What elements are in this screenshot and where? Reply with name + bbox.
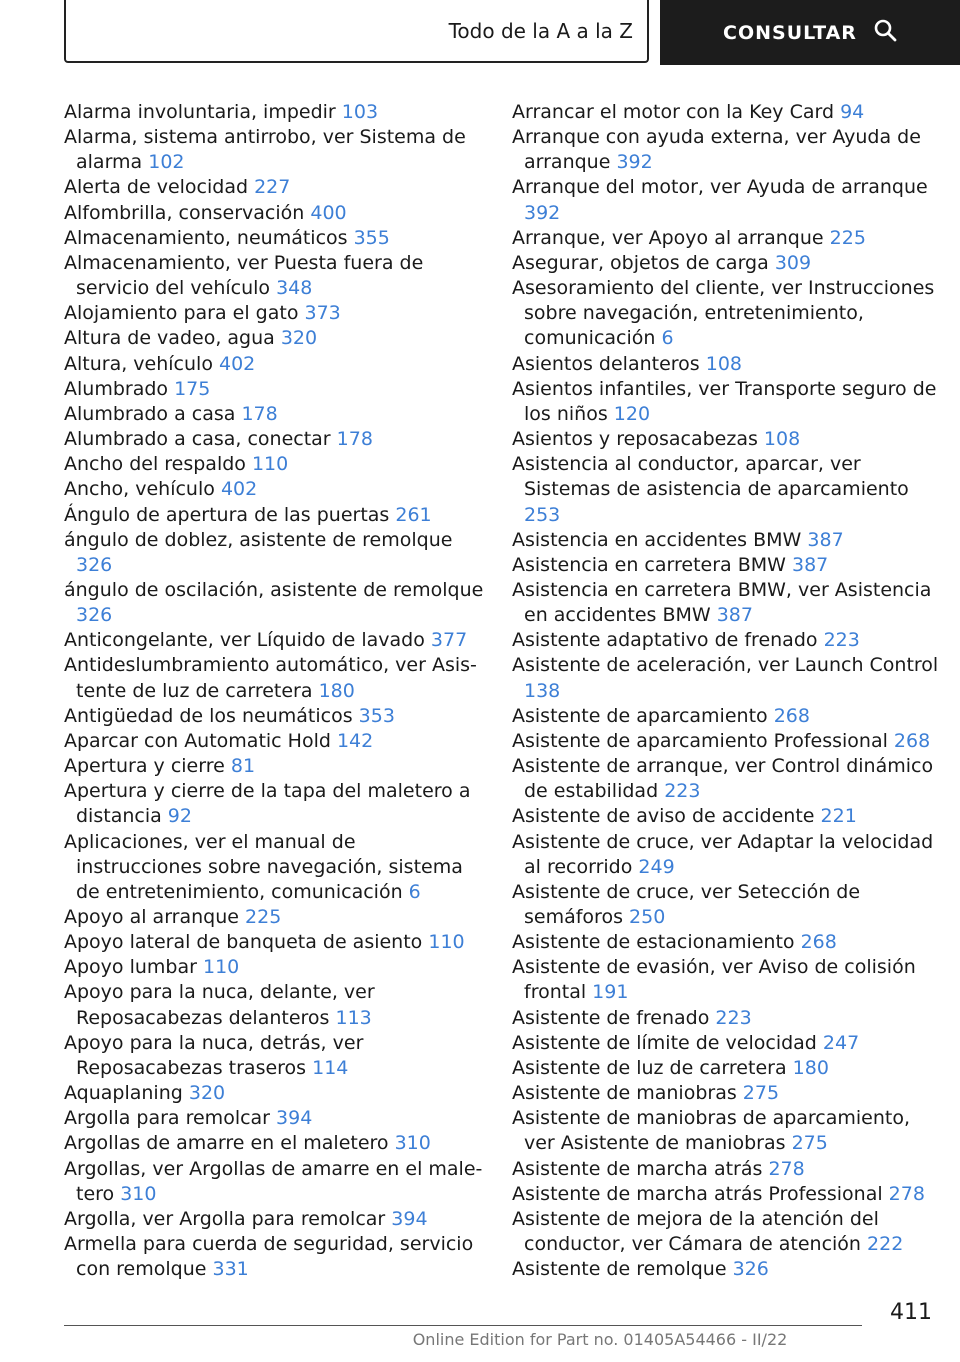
index-entry (512, 1106, 942, 1156)
index-entry (64, 1207, 484, 1232)
index-entry-text: Asistente de marcha atrás (512, 1157, 763, 1180)
index-entry (64, 779, 484, 829)
index-entry (64, 125, 484, 175)
page-link[interactable]: 120 (613, 402, 651, 425)
index-entry-text: Asientos y reposacabezas (512, 428, 758, 451)
page-link[interactable]: 92 (167, 805, 192, 828)
index-entry (64, 427, 484, 452)
index-entry (64, 100, 484, 125)
index-entry-text: Aplicaciones, ver el manual de instrucciones sobre navegación, sistema de entretenimiento, comunicación (64, 830, 463, 903)
page-link[interactable]: 180 (318, 679, 355, 702)
index-entry-text: ángulo de doblez, asistente de remolque (64, 528, 453, 551)
index-entry-text: Ancho, vehículo (64, 478, 215, 501)
index-entry (512, 880, 942, 930)
page-link[interactable]: 180 (792, 1056, 829, 1079)
page-link[interactable]: 268 (773, 704, 810, 727)
index-entry (64, 1131, 484, 1156)
index-entry (64, 578, 484, 628)
page-link[interactable]: 387 (807, 528, 844, 551)
index-entry-text: Asistente de frenado (512, 1006, 710, 1029)
index-entry-text: Asistente de mejora de la atención del conductor, ver Cámara de atención (512, 1207, 879, 1256)
index-entry (512, 754, 942, 804)
page-link[interactable]: 178 (241, 402, 278, 425)
index-entry-text: Ancho del respaldo (64, 453, 246, 476)
index-entry (64, 754, 484, 779)
index-entry (64, 1157, 484, 1207)
index-entry-text: Asistencia en carretera BMW, ver Asistencia en accidentes BMW (512, 578, 932, 627)
page-link[interactable]: 402 (220, 478, 258, 501)
index-entry-text: Alfombrilla, conservación (64, 201, 305, 224)
search-button[interactable] (660, 0, 960, 65)
index-entry (512, 100, 942, 125)
index-entry-text: Argollas, ver Argollas de amarre en el maletero (64, 1157, 483, 1205)
footer-divider (64, 1325, 862, 1326)
index-entry-text: Asientos infantiles, ver Transporte seguro de los niños (512, 377, 937, 425)
index-entry (512, 276, 942, 351)
index-entry (64, 402, 484, 427)
index-entry (64, 528, 484, 578)
index-entry (512, 427, 942, 452)
index-entry-text: Antigüedad de los neumáticos (64, 704, 353, 727)
page-link[interactable]: 191 (592, 981, 629, 1004)
section-tab-label: Todo de la A a la Z (448, 18, 633, 43)
index-entry-text: Apoyo lumbar (64, 956, 197, 979)
index-entry (64, 326, 484, 351)
index-entry-text: Apoyo para la nuca, detrás, ver Reposacabezas traseros (64, 1031, 364, 1079)
index-entry-text: Almacenamiento, ver Puesta fuera de servicio del vehículo (64, 251, 424, 300)
index-entry-text: Asistente de evasión, ver Aviso de colisión frontal (512, 956, 916, 1004)
index-entry-text: Argolla, ver Argolla para remolcar (64, 1207, 386, 1230)
index-entry-text: Asistencia al conductor, aparcar, ver Sistemas de asistencia de aparcamiento (512, 453, 909, 501)
index-entry (512, 729, 942, 754)
page-link[interactable]: 353 (358, 704, 395, 727)
page-link[interactable]: 250 (629, 906, 666, 928)
page-link[interactable]: 225 (829, 226, 866, 249)
page-link[interactable]: 268 (893, 729, 931, 752)
page-link[interactable]: 221 (820, 805, 857, 828)
page-link[interactable]: 400 (310, 201, 347, 224)
index-entry (512, 830, 942, 880)
index-entry-text: Asistente adaptativo de frenado (512, 629, 818, 652)
index-entry-text: Apoyo al arranque (64, 906, 239, 928)
index-entry-text: Asistencia en carretera BMW (512, 553, 786, 576)
index-entry-text: Aparcar con Automatic Hold (64, 729, 331, 752)
search-icon (873, 18, 897, 47)
index-entry-text: Armella para cuerda de seguridad, servicio con remolque (64, 1233, 474, 1281)
page-link[interactable]: 223 (664, 780, 701, 803)
index-entry (64, 1106, 484, 1131)
index-entry-text: Asistente de estacionamiento (512, 931, 795, 954)
index-entry-text: Asistente de aparcamiento (512, 704, 768, 727)
index-entry-text: Apertura y cierre (64, 755, 225, 778)
index-entry (512, 377, 942, 427)
index-entry-text: Asistente de marcha atrás Professional (512, 1182, 883, 1205)
index-entry-text: Arranque con ayuda externa, ver Ayuda de arranque (512, 126, 921, 174)
index-entry (512, 175, 942, 225)
index-entry (512, 251, 942, 276)
index-entry (512, 352, 942, 377)
index-entry (512, 553, 942, 578)
page-link[interactable]: 402 (219, 352, 256, 375)
page-link[interactable]: 392 (616, 151, 653, 174)
index-entry (512, 452, 942, 527)
page-link[interactable]: 275 (791, 1132, 828, 1155)
index-entry-text: Asistente de arranque, ver Control dinámico de estabilidad (512, 755, 934, 803)
index-entry (512, 1207, 942, 1257)
index-entry (64, 175, 484, 200)
index-entry-text: Alarma involuntaria, impedir (64, 101, 336, 123)
page-link[interactable]: 103 (341, 101, 379, 123)
index-entry (64, 930, 484, 955)
page-link[interactable]: 247 (822, 1031, 860, 1054)
page-link[interactable]: 310 (120, 1182, 157, 1205)
page-link[interactable]: 387 (791, 553, 829, 576)
index-entry (64, 1232, 484, 1282)
edition-note: Online Edition for Part no. 01405A54466 - II/22 (412, 1330, 788, 1349)
page-link[interactable]: 108 (763, 428, 801, 451)
page-link[interactable]: 94 (840, 101, 865, 123)
index-column-right (512, 100, 942, 1282)
page-link[interactable]: 6 (408, 880, 421, 903)
page-link[interactable]: 261 (395, 503, 432, 526)
index-entry (64, 905, 484, 930)
index-entry (512, 804, 942, 829)
index-entry (512, 1157, 942, 1182)
page-link[interactable]: 394 (391, 1207, 428, 1230)
index-entry-text: Alumbrado a casa, conectar (64, 428, 331, 451)
index-entry-text: Asistente de maniobras de aparcamiento, ver Asistente de maniobras (512, 1107, 911, 1155)
page-link[interactable]: 278 (888, 1182, 925, 1205)
search-label: CONSULTAR (723, 21, 857, 44)
page-link[interactable]: 326 (76, 553, 113, 576)
page-link[interactable]: 348 (276, 277, 313, 300)
index-entry-text: Asientos delanteros (512, 352, 700, 375)
index-entry-text: Asistente de aviso de accidente (512, 805, 815, 828)
index-entry-text: Asistente de cruce, ver Adaptar la velocidad al recorrido (512, 830, 934, 878)
index-entry-text: Argolla para remolcar (64, 1107, 270, 1130)
page-link[interactable]: 225 (245, 906, 282, 928)
index-entry-text: Antideslumbramiento automático, ver Asistente de luz de carretera (64, 654, 477, 702)
page-link[interactable]: 373 (304, 302, 341, 325)
index-entry (512, 653, 942, 703)
page-link[interactable]: 114 (312, 1056, 349, 1079)
page-link[interactable]: 178 (336, 428, 373, 451)
page-link[interactable]: 278 (768, 1157, 805, 1180)
page-link[interactable]: 377 (430, 629, 468, 652)
index-entry (512, 628, 942, 653)
index-entry (64, 452, 484, 477)
page-link[interactable]: 249 (638, 855, 675, 878)
page-link[interactable]: 6 (661, 327, 674, 350)
index-entry (64, 377, 484, 402)
page-link[interactable]: 392 (524, 201, 561, 224)
page-number: 411 (890, 1300, 932, 1325)
index-entry (64, 477, 484, 502)
page-link[interactable]: 138 (524, 679, 561, 702)
index-entry-text: ángulo de oscilación, asistente de remolque (64, 578, 484, 601)
page-link[interactable]: 387 (716, 604, 753, 627)
page-link[interactable]: 320 (280, 327, 318, 350)
index-entry (512, 930, 942, 955)
index-entry (512, 1257, 942, 1282)
index-entry (64, 653, 484, 703)
index-entry (512, 578, 942, 628)
index-entry-text: Asistente de aceleración, ver Launch Control (512, 654, 939, 677)
page-link[interactable]: 102 (148, 151, 185, 174)
index-entry-text: Asistente de aparcamiento Professional (512, 729, 888, 752)
section-tab[interactable] (64, 0, 649, 63)
page-link[interactable]: 253 (524, 503, 561, 526)
index-entry-text: Aquaplaning (64, 1082, 183, 1105)
index-entry-text: Asistencia en accidentes BMW (512, 528, 802, 551)
index-entry-text: Alojamiento para el gato (64, 302, 299, 325)
index-entry (64, 1031, 484, 1081)
index-entry (64, 628, 484, 653)
index-entry-text: Arrancar el motor con la Key Card (512, 101, 835, 123)
index-entry-text: Arranque del motor, ver Ayuda de arranque (512, 176, 928, 199)
index-entry (64, 201, 484, 226)
index-entry-text: Apertura y cierre de la tapa del maletero a distancia (64, 780, 471, 828)
index-entry (512, 125, 942, 175)
index-entry-text: Argollas de amarre en el maletero (64, 1132, 389, 1155)
index-entry (512, 1182, 942, 1207)
page-link[interactable]: 227 (254, 176, 291, 199)
page-link[interactable]: 268 (800, 931, 837, 954)
index-entry (512, 528, 942, 553)
index-entry (512, 955, 942, 1005)
index-entry (64, 980, 484, 1030)
index-entry-text: Apoyo para la nuca, delante, ver Reposacabezas delanteros (64, 981, 375, 1029)
index-entry-text: Asistente de cruce, ver Setección de semáforos (512, 880, 861, 928)
index-entry (64, 251, 484, 301)
index-entry-text: Asistente de luz de carretera (512, 1056, 787, 1079)
index-entry (512, 1031, 942, 1056)
index-entry (64, 830, 484, 905)
page-link[interactable]: 110 (428, 931, 465, 954)
index-entry (64, 704, 484, 729)
index-entry-text: Alarma, sistema antirrobo, ver Sistema de alarma (64, 126, 466, 174)
index-entry-text: Asegurar, objetos de carga (512, 251, 769, 274)
page-link[interactable]: 222 (867, 1233, 904, 1256)
page-link[interactable]: 113 (335, 1006, 372, 1029)
page-link[interactable]: 275 (742, 1082, 780, 1105)
page-link[interactable]: 110 (251, 453, 289, 476)
index-entry (512, 1056, 942, 1081)
index-entry-text: Ángulo de apertura de las puertas (64, 503, 390, 526)
index-entry-text: Altura de vadeo, agua (64, 327, 275, 350)
index-entry (64, 503, 484, 528)
index-entry-text: Altura, vehículo (64, 352, 213, 375)
index-entry-text: Asistente de maniobras (512, 1082, 737, 1105)
index-entry (64, 301, 484, 326)
index-entry (64, 729, 484, 754)
page-link[interactable]: 175 (174, 377, 211, 400)
page-link[interactable]: 223 (715, 1006, 752, 1029)
page-link[interactable]: 309 (774, 251, 812, 274)
page-link[interactable]: 355 (353, 226, 390, 249)
page-link[interactable]: 108 (705, 352, 743, 375)
index-entry-text: Asistente de remolque (512, 1258, 727, 1281)
page-link[interactable]: 320 (188, 1082, 226, 1105)
index-entry (64, 955, 484, 980)
page-link[interactable]: 223 (823, 629, 860, 652)
index-entry (512, 1006, 942, 1031)
index-entry-text: Anticongelante, ver Líquido de lavado (64, 629, 425, 652)
index-entry-text: Alumbrado (64, 377, 169, 400)
page-link[interactable]: 331 (212, 1258, 249, 1281)
page-link[interactable]: 310 (394, 1132, 431, 1155)
index-entry (512, 1081, 942, 1106)
index-entry-text: Arranque, ver Apoyo al arranque (512, 226, 824, 249)
page-link[interactable]: 394 (276, 1107, 313, 1130)
index-entry-text: Alerta de velocidad (64, 176, 249, 199)
index-entry (64, 226, 484, 251)
index-entry-text: Almacenamiento, neumáticos (64, 226, 348, 249)
index-entry (512, 226, 942, 251)
index-entry-text: Apoyo lateral de banqueta de asiento (64, 931, 423, 954)
index-entry (64, 1081, 484, 1106)
page-link[interactable]: 81 (230, 755, 256, 778)
index-entry (64, 352, 484, 377)
page-link[interactable]: 110 (202, 956, 240, 979)
page-link[interactable]: 142 (336, 729, 374, 752)
page-link[interactable]: 326 (732, 1258, 769, 1281)
index-entry (512, 704, 942, 729)
index-entry-text: Asesoramiento del cliente, ver Instrucciones sobre navegación, entretenimiento, comunicación (512, 277, 935, 350)
index-entry-text: Alumbrado a casa (64, 402, 236, 425)
page-link[interactable]: 326 (76, 604, 113, 627)
index-entry-text: Asistente de límite de velocidad (512, 1031, 817, 1054)
index-column-left (64, 100, 484, 1282)
